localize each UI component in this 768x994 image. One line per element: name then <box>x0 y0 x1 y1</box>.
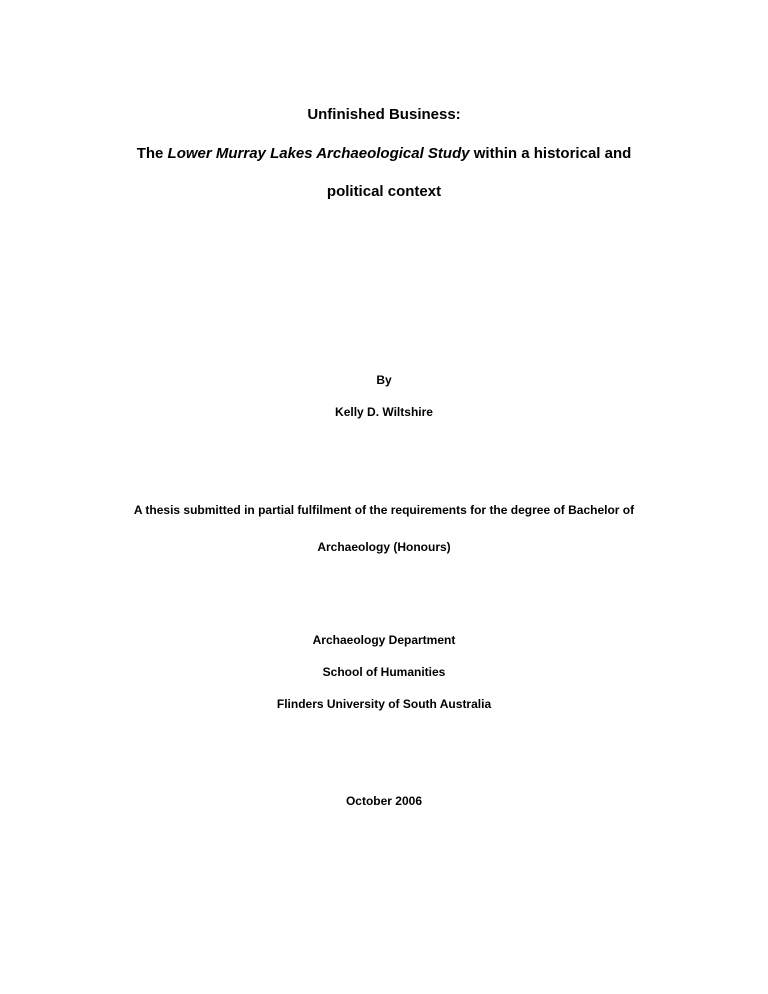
university-name: Flinders University of South Australia <box>276 697 492 711</box>
title-line-2-prefix: The <box>136 145 168 162</box>
thesis-statement-line-2: Archaeology (Honours) <box>317 540 451 554</box>
school-name: School of Humanities <box>322 665 446 679</box>
author-name: Kelly D. Wiltshire <box>335 405 433 419</box>
department-name: Archaeology Department <box>312 633 456 647</box>
title-line-3: political context <box>326 183 442 200</box>
submission-date: October 2006 <box>345 794 423 808</box>
by-label: By <box>376 373 392 387</box>
title-line-2 <box>0 145 768 162</box>
thesis-statement-line-1: A thesis submitted in partial fulfilment of the requirements for the degree of Bachelor of <box>133 503 635 517</box>
title-line-2-suffix: within a historical and <box>469 145 632 162</box>
study-name: Lower Murray Lakes Archaeological Study <box>167 145 470 162</box>
title-line-1: Unfinished Business: <box>307 106 461 123</box>
